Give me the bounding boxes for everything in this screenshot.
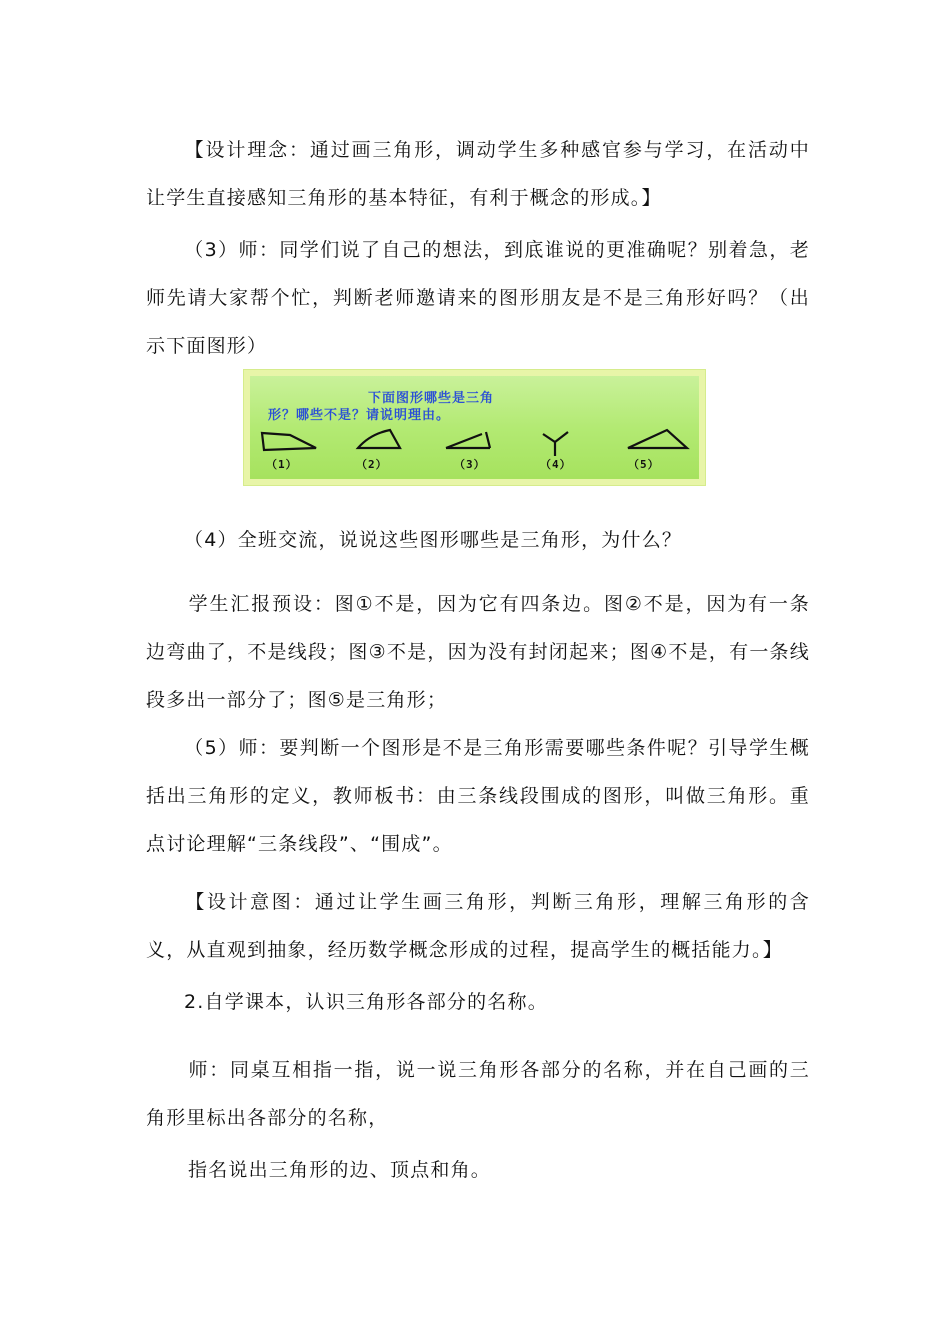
name-parts-text: 指名说出三角形的边、顶点和角。 bbox=[188, 1159, 492, 1181]
design-concept-text: 【设计理念：通过画三角形，调动学生多种感官参与学习，在活动中让学生直接感知三角形的基本特征，有利于概念的形成。】 bbox=[146, 139, 810, 209]
self-study-heading bbox=[146, 978, 810, 1026]
class-discussion-paragraph bbox=[146, 516, 810, 564]
figure-label-4: （4） bbox=[540, 458, 572, 471]
figure-label-2: （2） bbox=[356, 458, 388, 471]
self-study-text: 2.自学课本，认识三角形各部分的名称。 bbox=[184, 991, 548, 1013]
design-intent-text: 【设计意图：通过让学生画三角形，判断三角形，理解三角形的含义，从直观到抽象，经历数学概念形成的过程，提高学生的概括能力。】 bbox=[146, 891, 810, 961]
design-concept-paragraph bbox=[146, 126, 810, 222]
triangle-icon bbox=[628, 430, 687, 448]
figure-label-1: （1） bbox=[266, 458, 298, 471]
student-report-paragraph bbox=[146, 580, 810, 724]
quadrilateral-icon bbox=[262, 433, 316, 450]
definition-paragraph bbox=[146, 724, 810, 868]
figure-label-5: （5） bbox=[628, 458, 660, 471]
design-intent-paragraph bbox=[146, 878, 810, 974]
name-parts-paragraph bbox=[146, 1146, 810, 1194]
desk-partner-text: 师：同桌互相指一指，说一说三角形各部分的名称，并在自己画的三角形里标出各部分的名称， bbox=[146, 1059, 810, 1129]
y-shape-icon bbox=[543, 432, 568, 456]
desk-partner-paragraph bbox=[146, 1046, 810, 1142]
triangle-judgement-figure bbox=[244, 370, 705, 485]
student-report-text: 学生汇报预设：图①不是，因为它有四条边。图②不是，因为有一条边弯曲了，不是线段；图③不是，因为没有封闭起来；图④不是，有一条线段多出一部分了；图⑤是三角形； bbox=[146, 593, 810, 711]
teacher-question-paragraph bbox=[146, 226, 810, 370]
class-discussion-text: （4）全班交流，说说这些图形哪些是三角形，为什么？ bbox=[184, 529, 683, 551]
definition-text: （5）师：要判断一个图形是不是三角形需要哪些条件呢？引导学生概括出三角形的定义，教师板书：由三条线段围成的图形，叫做三角形。重点讨论理解“三条线段”、“围成”。 bbox=[146, 737, 810, 855]
curved-triangle-icon bbox=[358, 430, 400, 448]
figure-title-line1: 下面图形哪些是三角 bbox=[368, 391, 495, 406]
figure-label-3: （3） bbox=[454, 458, 486, 471]
open-triangle-icon bbox=[446, 432, 490, 448]
figure-title-line2: 形？哪些不是？请说明理由。 bbox=[268, 408, 451, 423]
teacher-question-text: （3）师：同学们说了自己的想法，到底谁说的更准确呢？别着急，老师先请大家帮个忙，判断老师邀请来的图形朋友是不是三角形好吗？（出示下面图形） bbox=[146, 239, 810, 357]
